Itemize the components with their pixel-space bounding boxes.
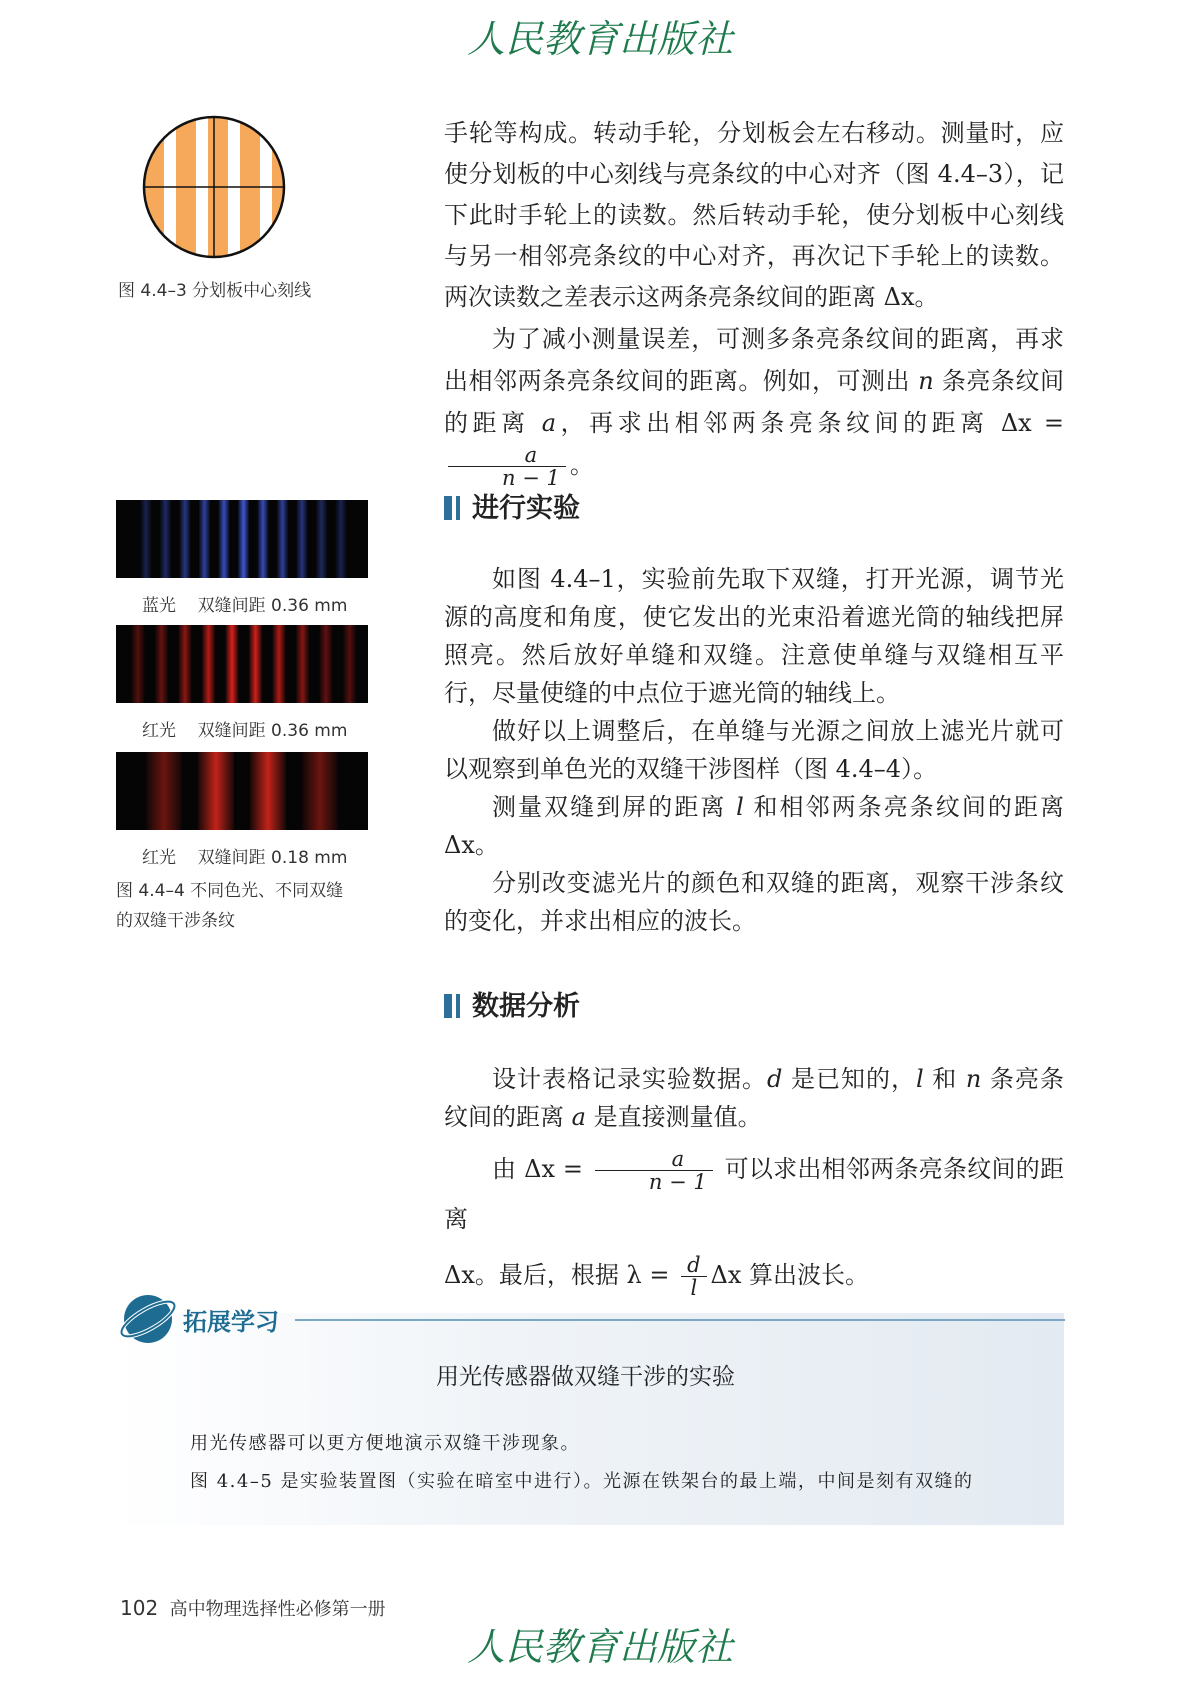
bright-fringe bbox=[258, 500, 269, 578]
fringe-caption-red-036: 红光 双缝间距 0.36 mm bbox=[142, 721, 348, 741]
bright-fringe bbox=[198, 752, 234, 830]
bright-fringe bbox=[146, 752, 182, 830]
bright-fringe bbox=[273, 625, 286, 703]
experiment-paragraph-1: 如图 4.4–1，实验前先取下双缝，打开光源，调节光源的高度和角度，使它发出的光束沿着遮光筒的轴线把屏照亮。然后放好单缝和双缝。注意使单缝与双缝相互平行，尽量使缝的中点位于遮光筒的轴线上。 bbox=[444, 565, 1064, 707]
fringe-panel-red-018 bbox=[116, 752, 368, 834]
fraction-a-over-n-minus-1: $\frac{a}{n - 1}$ bbox=[448, 444, 566, 489]
bright-fringe bbox=[343, 625, 356, 703]
publisher-logo-top bbox=[430, 4, 770, 70]
extension-title: 拓展学习 bbox=[183, 1308, 279, 1336]
publisher-logo-bottom bbox=[430, 1612, 770, 1678]
fraction-d-over-l: $\frac{d}{l}$ bbox=[681, 1254, 706, 1299]
extension-line-1: 用光传感器可以更方便地演示双缝干涉现象。 bbox=[190, 1433, 580, 1454]
intro-text bbox=[444, 113, 1064, 489]
intro-paragraph-2: 为了减小测量误差，可测多条亮条纹间的距离，再求出相邻两条亮条纹间的距离。例如，可测出 n 条亮条纹间的距离 a，再求出相邻两条亮条纹间的距离 Δx = $\frac{a}{n - 1}$ 。 bbox=[444, 325, 1064, 490]
bright-fringe bbox=[199, 500, 210, 578]
experiment-paragraph-4: 分别改变滤光片的颜色和双缝的距离，观察干涉条纹的变化，并求出相应的波长。 bbox=[444, 869, 1064, 935]
data-paragraph-2: 由 Δx = $\frac{a}{n - 1}$ 可以求出相邻两条亮条纹间的距离 bbox=[444, 1147, 1064, 1233]
figure-reticle bbox=[140, 113, 288, 261]
figure-4-4-4-caption: 图 4.4–4 不同色光、不同双缝 的双缝干涉条纹 bbox=[116, 881, 344, 931]
fraction-a-over-n-minus-1-b: $\frac{a}{n - 1}$ bbox=[595, 1148, 713, 1193]
extension-line-2: 图 4.4–5 是实验装置图（实验在暗室中进行）。光源在铁架台的最上端，中间是刻有双缝的 bbox=[190, 1471, 974, 1492]
book-title: 高中物理选择性必修第一册 bbox=[169, 1599, 386, 1620]
bright-fringe bbox=[249, 625, 262, 703]
bright-fringe bbox=[141, 500, 152, 578]
bright-fringe bbox=[302, 752, 338, 830]
section-heading-data-analysis: 数据分析 bbox=[444, 987, 580, 1027]
bright-fringe bbox=[180, 500, 191, 578]
fringe-panel-blue bbox=[116, 500, 368, 582]
bright-fringe bbox=[250, 752, 286, 830]
extension-subtitle: 用光传感器做双缝干涉的实验 bbox=[436, 1364, 735, 1390]
bright-fringe bbox=[316, 500, 327, 578]
extension-divider bbox=[295, 1319, 1065, 1321]
experiment-paragraph-2: 做好以上调整后，在单缝与光源之间放上滤光片就可以观察到单色光的双缝干涉图样（图 4.4–4）。 bbox=[444, 717, 1064, 783]
bright-fringe bbox=[155, 625, 168, 703]
bright-fringe bbox=[219, 500, 230, 578]
bright-fringe bbox=[296, 625, 309, 703]
publisher-logo-text: 人民教育出版社 bbox=[466, 17, 734, 61]
bright-fringe bbox=[132, 625, 145, 703]
fringe-caption-red-018: 红光 双缝间距 0.18 mm bbox=[142, 848, 348, 868]
bright-fringe bbox=[160, 500, 171, 578]
page-footer bbox=[120, 1595, 386, 1621]
bright-fringe bbox=[336, 500, 347, 578]
fringe-panel-red-036 bbox=[116, 625, 368, 707]
bright-fringe bbox=[226, 625, 239, 703]
experiment-paragraph-3: 测量双缝到屏的距离 l 和相邻两条亮条纹间的距离 Δx。 bbox=[444, 793, 1064, 859]
orbit-globe-icon bbox=[120, 1291, 176, 1347]
data-paragraph-1: 设计表格记录实验数据。d 是已知的，l 和 n 条亮条纹间的距离 a 是直接测量值。 bbox=[444, 1065, 1064, 1131]
bright-fringe bbox=[238, 500, 249, 578]
page-number: 102 bbox=[120, 1596, 159, 1620]
bright-fringe bbox=[202, 625, 215, 703]
bright-fringe bbox=[179, 625, 192, 703]
section-heading-experiment: 进行实验 bbox=[444, 489, 580, 529]
figure-4-4-3-caption: 图 4.4–3 分划板中心刻线 bbox=[118, 281, 312, 301]
bright-fringe bbox=[277, 500, 288, 578]
fringe-caption-blue: 蓝光 双缝间距 0.36 mm bbox=[142, 596, 348, 616]
extension-text bbox=[190, 1425, 1060, 1501]
intro-paragraph-1: 手轮等构成。转动手轮，分划板会左右移动。测量时，应使分划板的中心刻线与亮条纹的中心对齐（图 4.4–3），记下此时手轮上的读数。然后转动手轮，使分划板中心刻线与另一相邻亮条纹的中心对齐，再次记下手轮上的读数。两次读数之差表示这两条亮条纹间的距离 Δx。 bbox=[444, 119, 1064, 311]
data-paragraph-3: Δx。最后，根据 λ = $\frac{d}{l}$ Δx 算出波长。 bbox=[444, 1253, 870, 1300]
experiment-text bbox=[444, 560, 1064, 940]
bright-fringe bbox=[297, 500, 308, 578]
data-analysis-text bbox=[444, 1060, 1064, 1300]
bright-fringe bbox=[320, 625, 333, 703]
publisher-logo-text-bottom: 人民教育出版社 bbox=[466, 1625, 734, 1669]
